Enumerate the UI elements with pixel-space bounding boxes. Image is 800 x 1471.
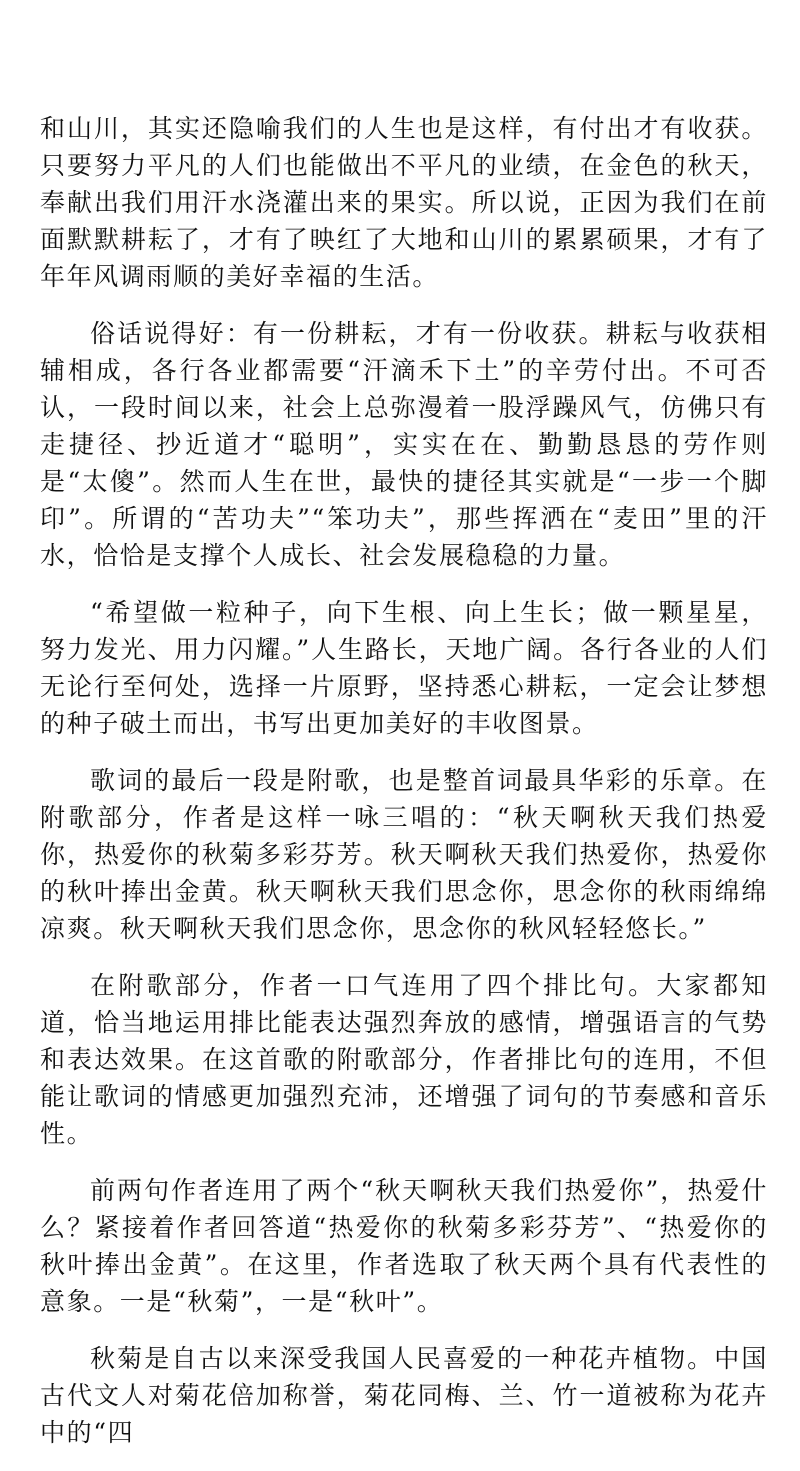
- paragraph-2: 俗话说得好：有一份耕耘，才有一份收获。耕耘与收获相辅相成，各行各业都需要“汗滴禾下土”的辛劳付出。不可否认，一段时间以来，社会上总弥漫着一股浮躁风气，仿佛只有走捷径、抄近道才“聪明”，实实在在、勤勤恳恳的劳作则是“太傻”。然而人生在世，最快的捷径其实就是“一步一个脚印”。所谓的“苦功夫”“笨功夫”，那些挥洒在“麦田”里的汗水，恰恰是支撑个人成长、社会发展稳稳的力量。: [40, 319, 768, 570]
- paragraph-6: 前两句作者连用了两个“秋天啊秋天我们热爱你”，热爱什么？紧接着作者回答道“热爱你的秋菊多彩芬芳”、“热爱你的秋叶捧出金黄”。在这里，作者选取了秋天两个具有代表性的意象。一是“秋菊”，一是“秋叶”。: [40, 1176, 768, 1316]
- paragraph-1: 和山川，其实还隐喻我们的人生也是这样，有付出才有收获。只要努力平凡的人们也能做出不平凡的业绩，在金色的秋天，奉献出我们用汗水浇灌出来的果实。所以说，正因为我们在前面默默耕耘了，才有了映红了大地和山川的累累硕果，才有了年年风调雨顺的美好幸福的生活。: [40, 114, 768, 291]
- paragraph-4: 歌词的最后一段是附歌，也是整首词最具华彩的乐章。在附歌部分，作者是这样一咏三唱的：“秋天啊秋天我们热爱你，热爱你的秋菊多彩芬芳。秋天啊秋天我们热爱你，热爱你的秋叶捧出金黄。秋天啊秋天我们思念你，思念你的秋雨绵绵凉爽。秋天啊秋天我们思念你，思念你的秋风轻轻悠长。”: [40, 766, 768, 943]
- document-body: [40, 110, 768, 1471]
- paragraph-5: 在附歌部分，作者一口气连用了四个排比句。大家都知道，恰当地运用排比能表达强烈奔放的感情，增强语言的气势和表达效果。在这首歌的附歌部分，作者排比句的连用，不但能让歌词的情感更加强烈充沛，还增强了词句的节奏感和音乐性。: [40, 971, 768, 1148]
- paragraph-7: 秋菊是自古以来深受我国人民喜爱的一种花卉植物。中国古代文人对菊花倍加称誉，菊花同梅、兰、竹一道被称为花卉中的“四: [40, 1344, 768, 1447]
- paragraph-3: “希望做一粒种子，向下生根、向上生长；做一颗星星，努力发光、用力闪耀。”人生路长，天地广阔。各行各业的人们无论行至何处，选择一片原野，坚持悉心耕耘，一定会让梦想的种子破土而出，书写出更加美好的丰收图景。: [40, 598, 768, 738]
